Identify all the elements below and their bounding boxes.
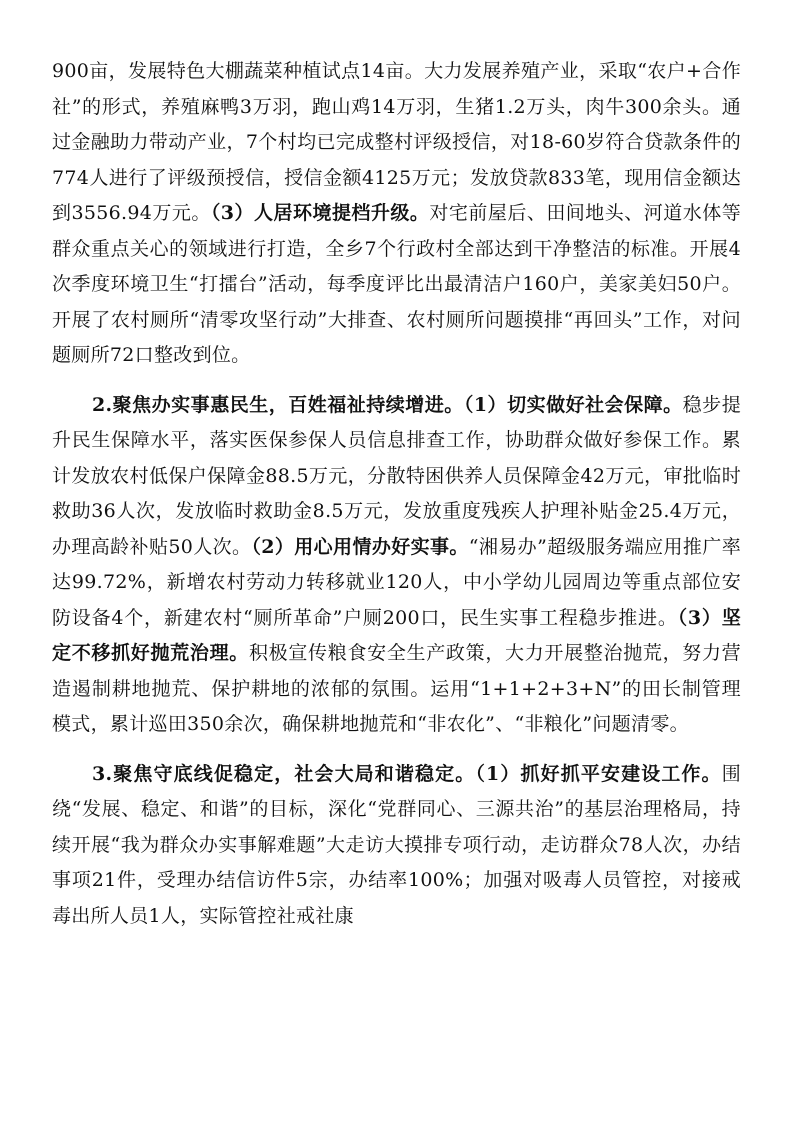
section-heading-livelihood: 2.聚焦办实事惠民生，百姓福祉持续增进。（1）切实做好社会保障。: [92, 393, 683, 416]
heading-run-practical-matters: （2）用心用情办好实事。: [251, 535, 469, 558]
text-run: 900亩，发展特色大棚蔬菜种植试点14亩。大力发展养殖产业，采取“农户+合作社”的形式，养殖麻鸭3万羽，跑山鸡14万羽，生猪1.2万头，肉牛300余头。通过金融助力带动产业，7个村均已完成整村评级授信，对18-60岁符合贷款条件的774人进行了评级预授信，授信金额4125万元；发放贷款833笔，现用信金额达到3556.94万元。: [52, 60, 741, 224]
heading-run-living-environment: （3）人居环境提档升级。: [210, 202, 430, 224]
text-run: 围绕“发展、稳定、和谐”的目标，深化“党群同心、三源共治”的基层治理格局，持续开展“我为群众办实事解难题”大走访大摸排专项行动，走访群众78人次，办结事项21件，受理办结信访件5宗，办结率100%；加强对吸毒人员管控，对接戒毒出所人员1人，实际管控社戒社康: [52, 762, 741, 927]
text-run: 稳步提升民生保障水平，落实医保参保人员信息排查工作，协助群众做好参保工作。累计发放农村低保户保障金88.5万元，分散特困供养人员保障金42万元，审批临时救助36人次，发放临时救助金8.5万元，发放重度残疾人护理补贴金25.4万元，办理高龄补贴50人次。: [52, 393, 741, 558]
section-heading-stability: 3.聚焦守底线促稳定，社会大局和谐稳定。（1）抓好抓平安建设工作。: [92, 762, 722, 785]
heading-run-abandoned-land: （3）坚定不移抓好抛荒治理。: [52, 606, 742, 664]
text-run: 对宅前屋后、田间地头、河道水体等群众重点关心的领域进行打造，全乡7个行政村全部达到干净整洁的标准。开展4次季度环境卫生“打擂台”活动，每季度评比出最清洁户160户，美家美妇50户。开展了农村厕所“清零攻坚行动”大排查、农村厕所问题摸排“再回头”工作，对问题厕所72口整改到位。: [52, 202, 741, 366]
text-run: “湘易办”超级服务端应用推广率达99.72%，新增农村劳动力转移就业120人，中小学幼儿园周边等重点部位安防设备4个，新建农村“厕所革命”户厕200口，民生实事工程稳步推进。: [52, 535, 741, 629]
text-run: 积极宣传粮食安全生产政策，大力开展整治抛荒，努力营造遏制耕地抛荒、保护耕地的浓郁的氛围。运用“1+1+2+3+N”的田长制管理模式，累计巡田350余次，确保耕地抛荒和“非农化”、“非粮化”问题清零。: [52, 642, 741, 735]
paragraph-livelihood: [52, 388, 741, 743]
paragraph-agriculture-environment: [52, 54, 741, 374]
paragraph-stability: [52, 757, 741, 935]
